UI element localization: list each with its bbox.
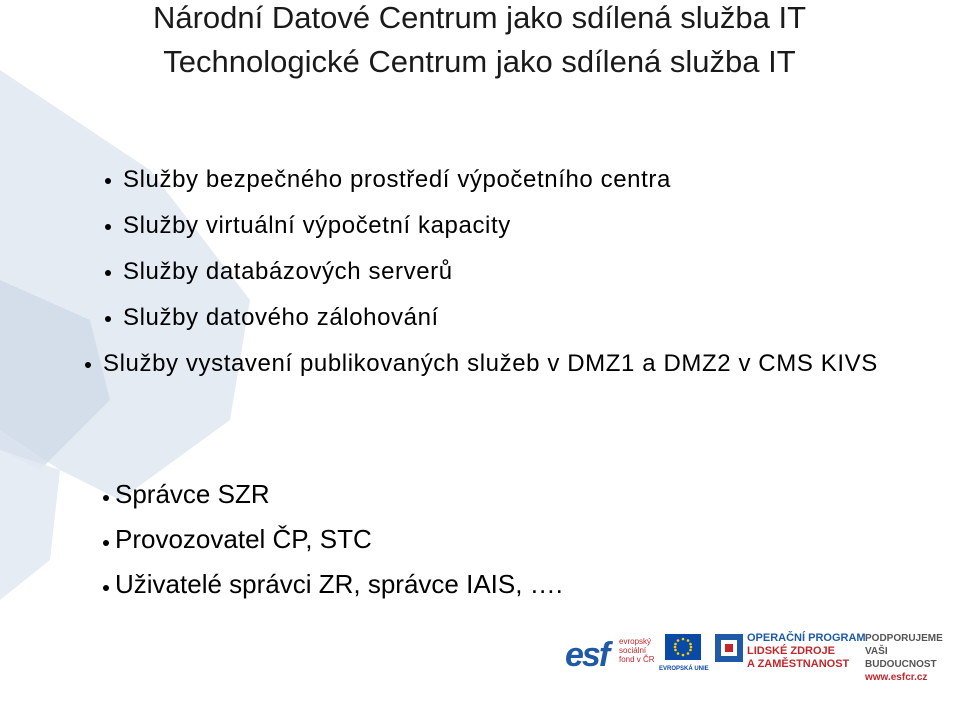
- services-list: [103, 165, 943, 379]
- slide-title-line-1: Národní Datové Centrum jako sdílená služba IT: [152, 0, 807, 35]
- list-item: Správce SZR: [103, 478, 943, 510]
- op-program-text: OPERAČNÍ PROGRAM LIDSKÉ ZDROJE A ZAMĚSTNANOST: [747, 632, 866, 670]
- esf-subtitle: evropský sociální fond v ČR: [619, 637, 655, 664]
- slide-title-line-2: Technologické Centrum jako sdílená služba IT: [163, 44, 796, 79]
- list-item: Služby virtuální výpočetní kapacity: [103, 211, 943, 241]
- footer-logos: [565, 628, 959, 690]
- list-item: Služby databázových serverů: [103, 257, 943, 287]
- eu-label: EVROPSKÁ UNIE: [659, 666, 709, 672]
- roles-list: [103, 478, 943, 613]
- support-text: PODPORUJEME VAŠI BUDOUCNOST www.esfcr.cz: [865, 633, 943, 683]
- list-item: Služby bezpečného prostředí výpočetního centra: [103, 165, 943, 195]
- op-logo-icon: [715, 634, 743, 662]
- list-item: Služby vystavení publikovaných služeb v DMZ1 a DMZ2 v CMS KIVS: [83, 349, 903, 379]
- list-item: Služby datového zálohování: [103, 303, 943, 333]
- list-item: Provozovatel ČP, STC: [103, 523, 943, 555]
- list-item: Uživatelé správci ZR, správce IAIS, ….: [103, 568, 943, 600]
- esf-logo: esf: [565, 636, 609, 674]
- eu-flag-icon: [665, 634, 701, 660]
